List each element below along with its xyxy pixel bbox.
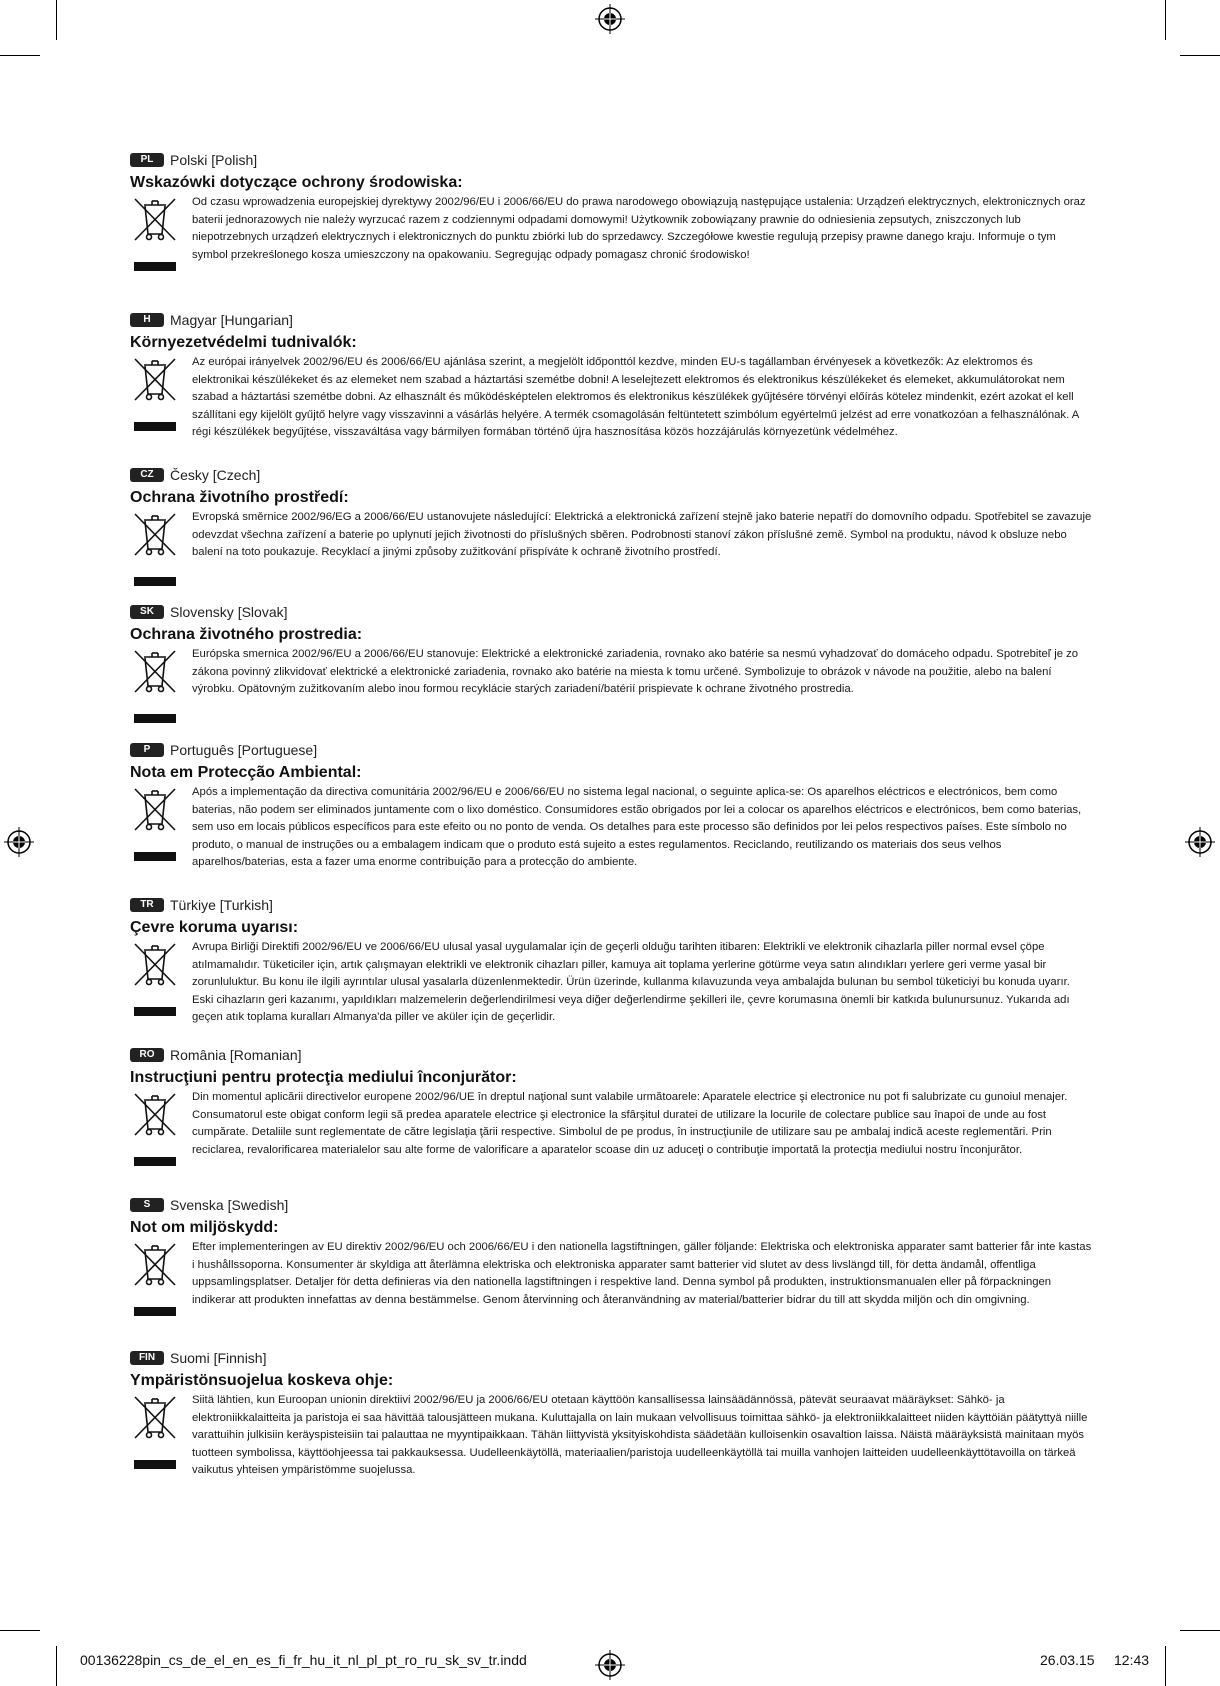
bin-underline-bar — [134, 262, 176, 271]
bin-underline-bar — [134, 577, 176, 586]
language-name: Polski [Polish] — [170, 152, 258, 168]
crossed-bin-icon — [130, 1089, 188, 1166]
section-text: Od czasu wprowadzenia europejskiej dyrektywy 2002/96/EU i 2006/66/EU do prawa narodowego obowiązują następujące ustalenia: Urządzeń elektrycznych, elektronicznych oraz baterii jednorazowych nie należy wyrzucać razem z codziennymi odpadami domowymi! Użytkownik zobowiązany prawnie do odniesienia zepsutych, zniszczonych lub niepotrzebnych urządzeń elektrycznych i elektronicznych do punktu zbiórki lub do sprzedawcy. Szczegółowe kwestie regulują przepisy prawne danego kraju. Informuje o tym symbol przekreślonego kosza umieszczony na opakowaniu. Segregując odpady pomagasz chronić środowisko! — [192, 196, 1086, 261]
slug-date: 26.03.15 — [1040, 1652, 1095, 1668]
registration-mark-icon — [4, 827, 34, 857]
language-code-badge: H — [130, 313, 164, 327]
language-code-badge: S — [130, 1198, 164, 1212]
section-slovak — [130, 602, 1092, 723]
language-code-badge: SK — [130, 605, 164, 619]
language-code-badge: P — [130, 743, 164, 757]
language-name: Česky [Czech] — [170, 467, 261, 483]
crossed-bin-icon — [130, 509, 188, 586]
section-turkish — [130, 895, 1092, 1027]
language-code-badge: CZ — [130, 468, 164, 482]
language-code-badge: RO — [130, 1048, 164, 1062]
crop-mark — [56, 0, 57, 40]
section-text: Din momentul aplicării directivelor europene 2002/96/UE în dreptul naţional sunt valabile următoarele: Aparatele electrice şi electronice nu pot fi salubrizate cu gunoiul menajer. Consumatorul este obigat conform legii să predea aparatele electrice şi electronice la sfârşitul duratei de utilizare la locurile de colectare publice sau înapoi de unde au fost cumpărate. Detaliile sunt reglementate de către legislaţia ţării respective. Simbolul de pe produs, în instrucţiunile de utilizare sau pe ambalaj indică aceste reglementări. Prin reciclarea, revalorificarea materialelor sau alte forme de valorificare a aparatelor scoase din uz aduceţi o contribuţie importată la protecţia mediului nostru înconjurător. — [192, 1091, 1068, 1156]
language-name: Magyar [Hungarian] — [170, 312, 293, 328]
section-text: Avrupa Birliği Direktifi 2002/96/EU ve 2006/66/EU ulusal yasal uygulamalar için de geçerli olduğu tarihten itibaren: Elektrikli ve elektronik cihazlarla piller normal evsel çöpe atılmamalıdır. Tüketiciler için, artık çalışmayan elektrikli ve elektronik cihazları piller, kamuya ait toplama yerlerine götürme veya satın alındıkları yerlere geri verme yasal bir zorunluluktur. Bu konu ile ilgili ayrıntılar ulusal yasalarla düzenlenmektedir. Ürün üzerinde, kullanma kılavuzunda veya ambalajda bulunan bu sembol tüketiciyi bu konuda uyarır. Eski cihazların geri kazanımı, yapıldıkları malzemelerin değerlendirilmesi veya diğer değerlendirme şekilleri ile, çevre korumasına önemli bir katkıda bulunursunuz. Yukarıda adı geçen atık toplama kuralları Almanya'da piller ve aküler için de geçerlidir. — [192, 941, 1070, 1024]
crossed-bin-icon — [130, 1392, 188, 1469]
section-text: Siitä lähtien, kun Euroopan unionin direktiivi 2002/96/EU ja 2006/66/EU otetaan käyttöön kansallisessa lainsäädännössä, pätevät seuraavat määräykset: Sähkö- ja elektroniikkalaitteita ja paristoja ei saa hävittää talousjätteen mukana. Kuluttajalla on lain mukaan velvollisuus toimittaa sähkö- ja elektroniikkalaitteet niiden käyttöiän päätyttyä niille varattuihin julkisiin keräyspisteisiin tai palauttaa ne myyntipaikkaan. Tähän liittyvistä yksityiskohdista säädetään kulloisenkin osavaltion laissa. Näistä määräyksistä mainitaan myös tuotteen symbolissa, käyttöohjeessa tai pakkauksessa. Uudelleenkäytöllä, materiaalien/paristoja uudelleenkäytöllä tai muilla vanhojen laitteiden uudelleenkäyttötavoilla on tärkeä vaikutus yhteisen ympäristömme suojelussa. — [192, 1394, 1088, 1477]
section-text: Efter implementeringen av EU direktiv 2002/96/EU och 2006/66/EU i den nationella lagstiftningen, gäller följande: Elektriska och elektroniska apparater samt batterier får inte kastas i hushållssoporna. Konsumenter är skyldiga att återlämna elektriska och elektroniska apparater samt batterier vid slutet av dess livslängd till, för detta ändamål, offentliga uppsamlingsplatser. Detaljer för detta definieras via den nationella lagstiftningen i respektive land. Denna symbol på produkten, instruktionsmanualen eller på förpackningen indikerar att produkten innefattas av denna bestämmelse. Genom återvinning och återanvändning av material/batterier bidrar du till att skydda miljön och din omgivning. — [192, 1241, 1092, 1306]
crop-mark — [0, 55, 40, 56]
section-heading: Instrucţiuni pentru protecţia mediului înconjurător: — [130, 1069, 517, 1086]
section-heading: Nota em Protecção Ambiental: — [130, 764, 362, 781]
crop-mark — [1165, 0, 1166, 40]
section-heading: Wskazówki dotyczące ochrony środowiska: — [130, 174, 463, 191]
crop-mark — [0, 1630, 40, 1631]
section-portuguese — [130, 740, 1092, 872]
crossed-bin-icon — [130, 194, 188, 271]
crop-mark — [1180, 1630, 1220, 1631]
section-hungarian — [130, 310, 1092, 442]
bin-underline-bar — [134, 852, 176, 861]
crop-mark — [1165, 1646, 1166, 1686]
language-name: Türkiye [Turkish] — [170, 897, 273, 913]
crossed-bin-icon — [130, 1239, 188, 1316]
bin-underline-bar — [134, 1007, 176, 1016]
section-heading: Çevre koruma uyarısı: — [130, 919, 299, 936]
crossed-bin-icon — [130, 784, 188, 861]
section-finnish — [130, 1348, 1092, 1480]
crop-mark — [56, 1646, 57, 1686]
section-polish — [130, 150, 1092, 271]
crossed-bin-icon — [130, 939, 188, 1016]
language-name: Suomi [Finnish] — [170, 1350, 267, 1366]
section-text: Após a implementação da directiva comunitária 2002/96/EU e 2006/66/EU no sistema legal nacional, o seguinte aplica-se: Os aparelhos eléctricos e electrónicos, bem como baterias, não podem ser eliminados juntamente com o lixo doméstico. Consumidores estão obrigados por lei a colocar os aparelhos eléctricos e electrónicos, bem como baterias, sem uso em locais públicos específicos para este efeito ou no ponto de venda. Os detalhes para este processo são definidos por lei pelos respectivos países. Este símbolo no produto, o manual de instruções ou a embalagem indicam que o produto está sujeito a estes regulamentos. Reciclando, reutilizando os materiais dos seus velhos aparelhos/baterias, esta a fazer uma enorme contribuição para a protecção do ambiente. — [192, 786, 1082, 869]
registration-mark-icon — [595, 4, 625, 34]
registration-mark-icon — [595, 1650, 625, 1680]
bin-underline-bar — [134, 1307, 176, 1316]
section-heading: Ochrana životního prostředí: — [130, 489, 349, 506]
section-text: Evropská směrnice 2002/96/EG a 2006/66/EU ustanovujete následující: Elektrická a elektronická zařízení stejně jako baterie nepatří do domovního odpadu. Spotřebitel se zavazuje odevzdat všechna zařízení a baterie po uplynutí jejich životnosti do příslušných sběren. Podrobnosti stanoví zákon příslušné země. Symbol na produktu, návod k obsluze nebo balení na toto poukazuje. Recyklací a jinými způsoby zužitkování přispíváte k ochraně životního prostředí. — [192, 511, 1092, 559]
slug-filename: 00136228pin_cs_de_el_en_es_fi_fr_hu_it_nl_pl_pt_ro_ru_sk_sv_tr.indd — [80, 1652, 527, 1668]
section-heading: Környezetvédelmi tudnivalók: — [130, 334, 357, 351]
section-swedish — [130, 1195, 1092, 1316]
crossed-bin-icon — [130, 354, 188, 431]
section-czech — [130, 465, 1092, 586]
section-text: Európska smernica 2002/96/EU a 2006/66/EU stanovuje: Elektrické a elektronické zariadenia, rovnako ako batérie sa nesmú vyhadzovať do domáceho odpadu. Spotrebiteľ je zo zákona povinný zlikvidovať elektrické a elektronické zariadenia, rovnako ako batérie na miesta k tomu určené. Symbolizuje to obrázok v návode na použitie, alebo na balení výrobku. Opätovným zužitkovaním alebo inou formou recyklácie starých zariadení/batérií prispievate k ochrane životného prostredia. — [192, 648, 1079, 696]
language-name: România [Romanian] — [170, 1047, 302, 1063]
registration-mark-icon — [1185, 827, 1215, 857]
bin-underline-bar — [134, 1460, 176, 1469]
language-code-badge: TR — [130, 898, 164, 912]
language-name: Slovensky [Slovak] — [170, 604, 288, 620]
bin-underline-bar — [134, 1157, 176, 1166]
language-code-badge: PL — [130, 153, 164, 167]
crop-mark — [1180, 55, 1220, 56]
bin-underline-bar — [134, 422, 176, 431]
section-heading: Ochrana životného prostredia: — [130, 626, 363, 643]
section-romanian — [130, 1045, 1092, 1166]
language-name: Português [Portuguese] — [170, 742, 318, 758]
bin-underline-bar — [134, 714, 176, 723]
language-name: Svenska [Swedish] — [170, 1197, 289, 1213]
section-heading: Ympäristönsuojelua koskeva ohje: — [130, 1372, 394, 1389]
crossed-bin-icon — [130, 646, 188, 723]
language-code-badge: FIN — [130, 1351, 164, 1365]
slug-time: 12:43 — [1114, 1652, 1150, 1668]
section-text: Az európai irányelvek 2002/96/EU és 2006/66/EU ajánlása szerint, a megjelölt időponttól kezdve, minden EU-s tagállamban érvényesek a következők: Az elektromos és elektronikai készülékeket és az elemeket nem szabad a háztartási szemétbe dobni! A leselejtezett elektromos és elektronikus készülékeket és elemeket, akkumulátorokat nem szabad a háztartási szemétbe dobni. Az elhasznált és működésképtelen elektromos és elektronikus készülékek gyűjtésére törvényi előírás kötelez mindenkit, ezért azokat el kell szállítani egy kijelölt gyűjtő helyre vagy visszavinni a vásárlás helyére. A termék csomagolásán feltüntetett szimbólum egyértelmű jelzést ad erre vonatkozóan a felhasználónak. A régi készülékek begyűjtése, visszaváltása vagy bármilyen formában történő újra hasznosítása közös hozzájárulás környezetünk védelméhez. — [192, 356, 1079, 439]
section-heading: Not om miljöskydd: — [130, 1219, 279, 1236]
